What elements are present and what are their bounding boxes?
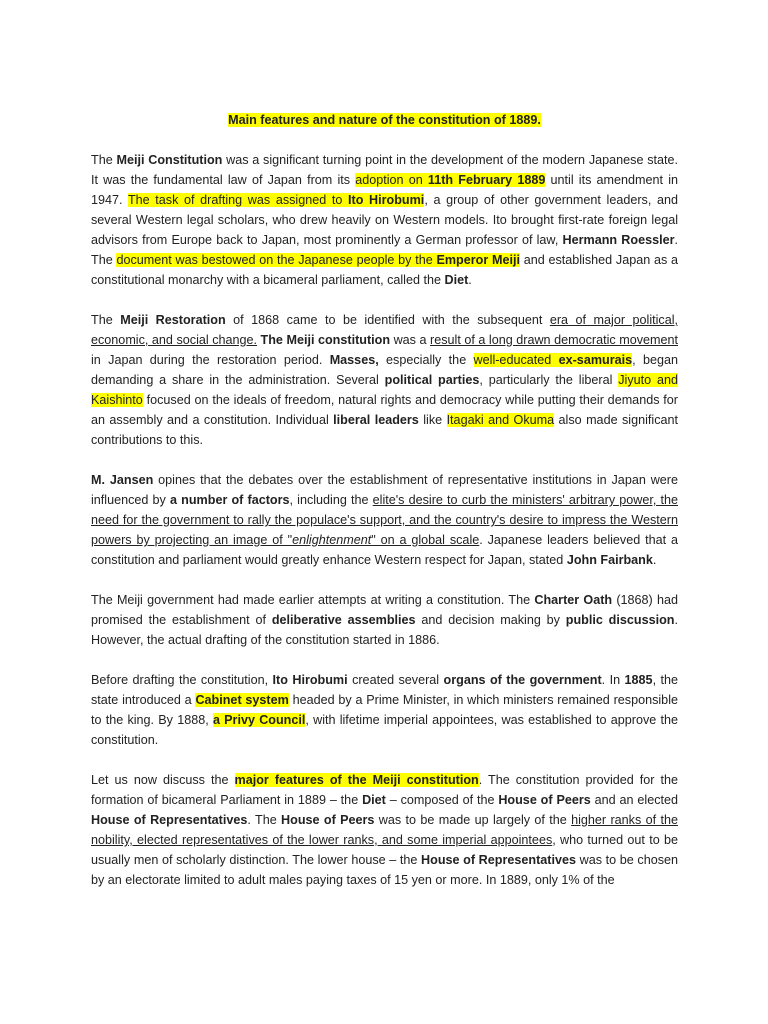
paragraph-meiji-constitution [91,150,678,290]
text-run: . However, the actual drafting of the constitution started in 1886. [91,613,678,647]
bold-term: Diet [362,793,386,807]
text-run: and decision making by [415,613,566,627]
highlight-text: The task of drafting was assigned to [127,193,349,207]
bold-term: Ito Hirobumi [272,673,348,687]
text-run: , the state introduced a [91,673,678,707]
underlined-run: " on a global scale [371,533,480,547]
highlight-text: well-educated [473,353,559,367]
text-run: . [652,553,657,567]
highlight-bold: a Privy Council [212,713,306,727]
text-run: until its amendment in 1947. [91,173,679,207]
text-run: , including the [289,493,373,507]
text-run: headed by a Prime Minister, in which ministers remained responsible to the king. By 1888, [91,693,678,727]
text-run: The Meiji government had made earlier attempts at writing a constitution. The [91,593,535,607]
text-run: Before drafting the constitution, [91,673,273,687]
text-run: was to be chosen by an electorate limited to adult males paying taxes of 15 yen or more. In 1889, only 1% of the [91,853,679,887]
highlight-bold: ex-samurais [558,353,633,367]
text-run: , began demanding a share in the administration. Several [91,353,678,387]
text-run: focused on the ideals of freedom, natural rights and democracy while putting their demands for an assembly and a constitution. Individual [91,393,678,427]
highlight-bold: Emperor Meiji [436,253,520,267]
text-run: The [91,313,121,327]
text-run: – composed of the [385,793,499,807]
text-run: opines that the debates over the establishment of representative institutions in Japan were influenced by [91,473,678,507]
bold-term: Hermann Roessler [562,233,675,247]
bold-term: a number of factors [170,493,290,507]
bold-term: House of Representatives [421,853,576,867]
text-run: and established Japan as a constitutional monarchy with a bicameral parliament, called the [91,253,678,287]
text-run: , with lifetime imperial appointees, was established to approve the constitution. [91,713,678,747]
text-run: , who turned out to be usually men of scholarly distinction. The lower house – the [91,833,679,867]
text-run: in Japan during the restoration period. [91,353,330,367]
text-run: . The [91,233,678,267]
highlight [116,253,520,267]
bold-term: Masses, [329,353,379,367]
text-run: . The [247,813,282,827]
underlined-text: result of a long drawn democratic movement [430,333,678,347]
bold-term: The Meiji constitution [260,333,391,347]
highlight-text: adoption on [355,173,428,187]
bold-term: M. Jansen [91,473,154,487]
bold-term: Meiji Restoration [120,313,226,327]
text-run: of 1868 came to be identified with the subsequent [225,313,550,327]
highlight-text: Itagaki and Okuma [446,413,555,427]
highlight-bold: major features of the Meiji constitution [234,773,479,787]
text-run: , particularly the liberal [479,373,619,387]
text-run: also made significant contributions to this. [91,413,678,447]
bold-term: 1885 [624,673,653,687]
bold-term: House of Representatives [91,813,248,827]
text-run: was a significant turning point in the development of the modern Japanese state. It was the fundamental law of Japan from its [91,153,679,187]
bold-term: House of Peers [498,793,591,807]
title-highlight: Main features and nature of the constitution of 1889. [228,113,541,127]
bold-term: liberal leaders [333,413,419,427]
text-run: especially the [378,353,474,367]
highlight-bold: 11th February 1889 [427,173,546,187]
bold-term: House of Peers [281,813,375,827]
highlight-bold: Ito Hirobumi [348,193,425,207]
paragraph-organs-of-government [91,670,678,750]
text-run: . The constitution provided for the formation of bicameral Parliament in 1889 – the [91,773,679,807]
text-run: was to be made up largely of the [374,813,572,827]
bold-term: public discussion [565,613,675,627]
document-title [91,110,678,130]
text-run: , a group of other government leaders, and several Western legal scholars, who drew heavily on Western models. Ito brought first-rate foreign legal advisors from Europe back to Japan, most prominently a German professor of law, [91,193,679,247]
bold-term: organs of the government [443,673,602,687]
underlined-run: elite's desire to curb the ministers' arbitrary power, the need for the government to rally the populace's support, and the country's desire to impress the Western powers by projecting an image of " [91,493,679,547]
paragraph-meiji-restoration [91,310,678,450]
text-run: Let us now discuss the [91,773,235,787]
highlight-bold: Cabinet system [195,693,289,707]
bold-term: Charter Oath [534,593,613,607]
paragraph-jansen [91,470,678,570]
text-run: like [418,413,447,427]
bold-term: Diet [444,273,469,287]
italic-term: enlightenment [292,533,372,547]
bold-term: Meiji Constitution [116,153,223,167]
text-run: . Japanese leaders believed that a constitution and parliament would greatly enhance Western respect for Japan, stated [91,533,679,567]
text-run: and an elected [590,793,678,807]
underlined-text: higher ranks of the nobility, elected representatives of the lower ranks, and some imperial appointees [91,813,678,847]
text-run: (1868) had promised the establishment of [91,593,678,627]
paragraph-charter-oath [91,590,678,650]
text-run: was a [390,333,431,347]
highlight-text: Jiyuto and Kaishinto [91,373,678,407]
highlight [474,353,633,367]
text-run: created several [347,673,444,687]
bold-term: political parties [384,373,480,387]
bold-term: John Fairbank [566,553,653,567]
underlined-text: era of major political, economic, and social change. [91,313,679,347]
bold-term: deliberative assemblies [271,613,416,627]
highlight [128,193,424,207]
text-run: . [468,273,472,287]
document-body [91,110,678,910]
highlight [355,173,545,187]
text-run: . In [601,673,625,687]
paragraph-major-features [91,770,678,890]
text-run: The [91,153,117,167]
highlight-text: document was bestowed on the Japanese people by the [116,253,437,267]
